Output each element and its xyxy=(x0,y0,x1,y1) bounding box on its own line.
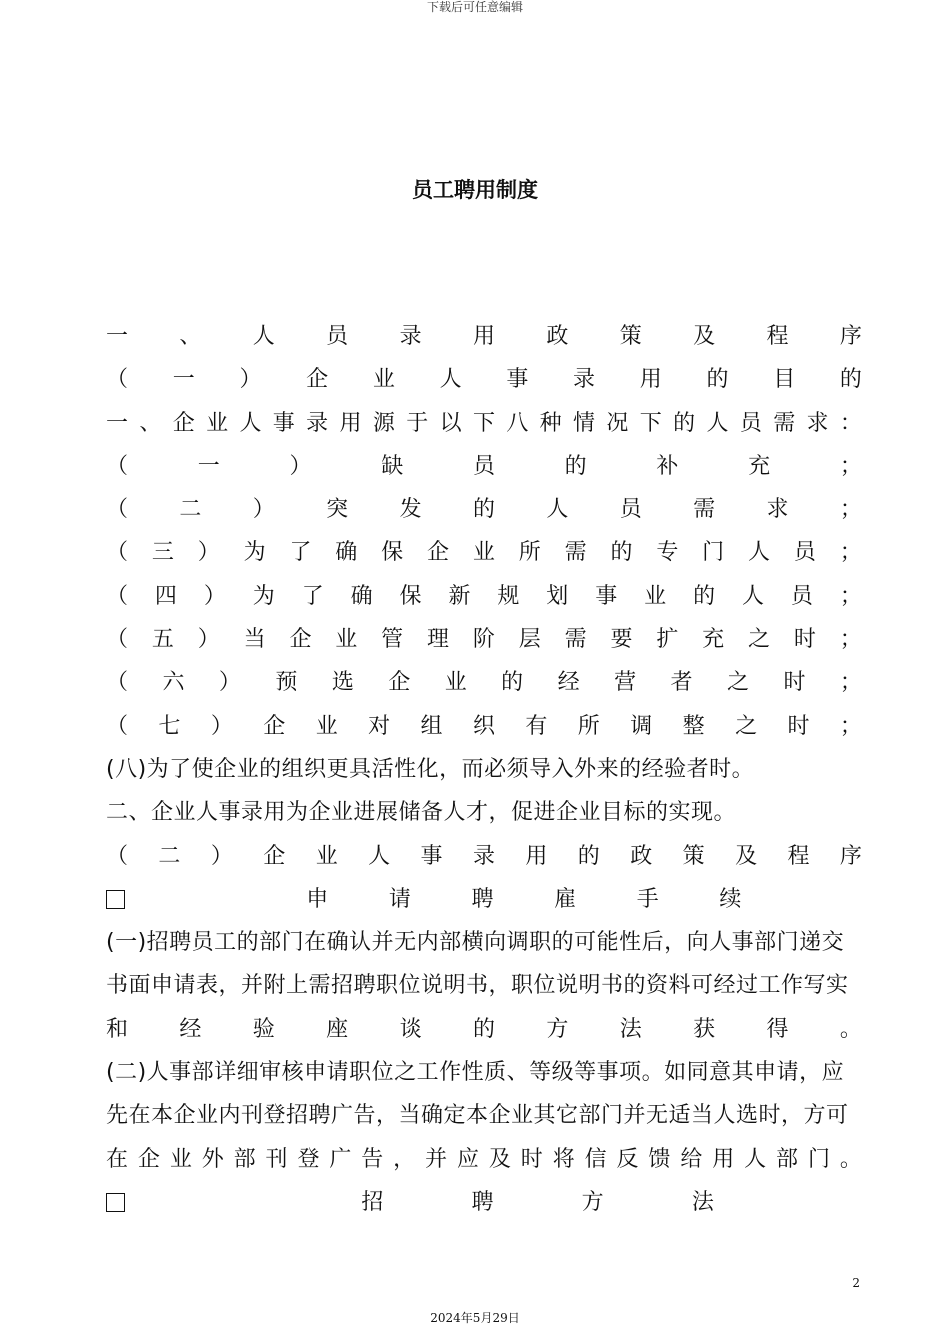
text-char: ） xyxy=(239,367,262,393)
text-char: 企 xyxy=(263,843,286,869)
text-char: 用 xyxy=(639,367,662,393)
text-char: 业 xyxy=(444,670,467,696)
text-char: 招 xyxy=(361,1189,384,1215)
text-char: （ xyxy=(106,453,129,479)
text-line xyxy=(106,878,862,921)
text-char: 扩 xyxy=(656,627,679,653)
text-line xyxy=(106,618,862,661)
text-char: 需 xyxy=(693,497,716,523)
text-char: 企 xyxy=(263,713,286,739)
text-char: 二 xyxy=(158,843,181,869)
text-char: 。 xyxy=(839,1146,862,1172)
text-char: ） xyxy=(210,843,233,869)
text-char: 有 xyxy=(525,713,548,739)
text-char: 之 xyxy=(748,627,771,653)
text-char: 充 xyxy=(702,627,725,653)
text-char: 预 xyxy=(275,670,298,696)
text-char: 员 xyxy=(619,497,642,523)
text-char: 了 xyxy=(289,540,312,566)
text-char: 及 xyxy=(735,843,758,869)
text-char: 策 xyxy=(682,843,705,869)
text-char: ； xyxy=(839,540,862,566)
text-char: ； xyxy=(839,453,862,479)
text-char: 员 xyxy=(472,453,495,479)
text-char: 门 xyxy=(702,540,725,566)
text-char: 业 xyxy=(169,1146,192,1172)
text-char: 求 xyxy=(766,497,789,523)
text-char: 之 xyxy=(726,670,749,696)
text-line xyxy=(106,835,862,878)
text-char: 一 xyxy=(106,324,129,349)
text-line xyxy=(106,1181,862,1224)
text-char: 反 xyxy=(616,1146,639,1172)
text-char: 业 xyxy=(644,583,667,609)
text-char: 经 xyxy=(557,670,580,696)
text-char: 广 xyxy=(329,1146,352,1172)
text-char: 阶 xyxy=(472,627,495,653)
text-char: ； xyxy=(839,497,862,523)
text-char: 三 xyxy=(151,540,174,566)
text-char: 人 xyxy=(546,497,569,523)
text-char: 、 xyxy=(139,410,162,436)
text-char: 聘 xyxy=(471,886,494,912)
text-line: 二、企业人事录用为企业进展储备人才，促进企业目标的实现。 xyxy=(106,800,737,826)
text-char: 方 xyxy=(546,1016,569,1042)
text-char: 为 xyxy=(243,540,266,566)
text-char: 了 xyxy=(301,583,324,609)
text-char: 所 xyxy=(577,713,600,739)
text-char: 织 xyxy=(472,713,495,739)
text-char: 、 xyxy=(179,324,202,349)
text-char: 者 xyxy=(670,670,693,696)
text-char: ： xyxy=(839,410,862,436)
text-char: 需 xyxy=(564,540,587,566)
text-char: 当 xyxy=(243,627,266,653)
text-char: 及 xyxy=(693,324,716,349)
text-char: 层 xyxy=(518,627,541,653)
text-char: 一 xyxy=(106,410,129,436)
checkbox-square-icon xyxy=(106,890,125,909)
text-char: 的 xyxy=(610,540,633,566)
text-char: 业 xyxy=(372,367,395,393)
text-char: 一 xyxy=(197,453,220,479)
document-body xyxy=(106,315,862,1224)
text-char: 七 xyxy=(158,713,181,739)
text-char: 调 xyxy=(630,713,653,739)
text-char: 时 xyxy=(520,1146,543,1172)
text-char: 录 xyxy=(472,843,495,869)
text-line xyxy=(106,488,862,531)
text-line: (八)为了使企业的组织更具活性化，而必须导入外来的经验者时。 xyxy=(106,756,755,782)
text-char: 发 xyxy=(399,497,422,523)
text-char: 整 xyxy=(682,713,705,739)
text-char: 事 xyxy=(272,410,295,436)
text-char: 企 xyxy=(137,1146,160,1172)
text-char: 政 xyxy=(546,324,569,349)
text-char: 保 xyxy=(399,583,422,609)
text-char: 企 xyxy=(427,540,450,566)
text-char: 和 xyxy=(106,1016,129,1042)
text-char: 企 xyxy=(172,410,195,436)
text-char: （ xyxy=(106,713,129,739)
text-char: 。 xyxy=(839,1016,862,1042)
text-char: ） xyxy=(289,453,312,479)
text-char: 划 xyxy=(546,583,569,609)
text-char: 部 xyxy=(776,1146,799,1172)
text-line xyxy=(106,1008,862,1051)
text-char: 的 xyxy=(501,670,524,696)
text-char: 馈 xyxy=(648,1146,671,1172)
text-char: 续 xyxy=(719,886,742,912)
text-char: 序 xyxy=(839,324,862,349)
text-char: 时 xyxy=(787,713,810,739)
text-char: （ xyxy=(106,583,129,609)
text-char: 法 xyxy=(619,1016,642,1042)
text-line: 先在本企业内刊登招聘广告，当确定本企业其它部门并无适当人选时，方可 xyxy=(106,1103,849,1129)
text-char: 人 xyxy=(741,583,764,609)
page-header-note: 下载后可任意编辑 xyxy=(426,0,523,14)
text-char: 获 xyxy=(693,1016,716,1042)
text-char: 业 xyxy=(472,540,495,566)
text-char: 确 xyxy=(335,540,358,566)
text-char: 组 xyxy=(420,713,443,739)
text-char: 确 xyxy=(350,583,373,609)
text-line: (一)招聘员工的部门在确认并无内部横向调职的可能性后，向人事部门递交 xyxy=(106,930,845,956)
text-char: 人 xyxy=(439,367,462,393)
text-char: ） xyxy=(197,627,220,653)
text-char: 的 xyxy=(693,583,716,609)
text-line xyxy=(106,445,862,488)
text-char: 源 xyxy=(372,410,395,436)
text-char: 谈 xyxy=(399,1016,422,1042)
text-char: 业 xyxy=(315,713,338,739)
text-char: 管 xyxy=(381,627,404,653)
text-char: 得 xyxy=(766,1016,789,1042)
text-char: 人 xyxy=(744,1146,767,1172)
text-char: 业 xyxy=(206,410,229,436)
text-char: 告 xyxy=(361,1146,384,1172)
text-char: 四 xyxy=(154,583,177,609)
text-char: 的 xyxy=(706,367,729,393)
text-char: （ xyxy=(106,670,129,696)
text-char: 需 xyxy=(773,410,796,436)
text-char: 缺 xyxy=(381,453,404,479)
text-char: ） xyxy=(218,670,241,696)
text-char: （ xyxy=(106,843,129,869)
text-char: （ xyxy=(106,367,129,393)
text-char: 之 xyxy=(735,713,758,739)
text-char: （ xyxy=(106,540,129,566)
text-char: 以 xyxy=(439,410,462,436)
text-char: 对 xyxy=(368,713,391,739)
text-char: 的 xyxy=(673,410,696,436)
text-char: 的 xyxy=(472,497,495,523)
text-char: 充 xyxy=(748,453,771,479)
text-char: 人 xyxy=(239,410,262,436)
text-char: 录 xyxy=(399,324,422,349)
text-char: 用 xyxy=(472,324,495,349)
text-char: 验 xyxy=(252,1016,275,1042)
text-char: 人 xyxy=(706,410,729,436)
text-char: ； xyxy=(839,713,862,739)
text-char: 企 xyxy=(306,367,329,393)
text-char: 刊 xyxy=(265,1146,288,1172)
text-char: 部 xyxy=(233,1146,256,1172)
text-char: 应 xyxy=(456,1146,479,1172)
text-char: 下 xyxy=(639,410,662,436)
text-char: 用 xyxy=(339,410,362,436)
text-char: 门 xyxy=(807,1146,830,1172)
footer-date: 2024年5月29日 xyxy=(430,1311,520,1325)
text-char: 法 xyxy=(691,1189,714,1215)
text-char: （ xyxy=(106,627,129,653)
text-char: 八 xyxy=(506,410,529,436)
text-char: 请 xyxy=(388,886,411,912)
text-char: 及 xyxy=(488,1146,511,1172)
text-char: 的 xyxy=(839,367,862,393)
text-char: 企 xyxy=(289,627,312,653)
text-char: 事 xyxy=(506,367,529,393)
text-char: 录 xyxy=(306,410,329,436)
text-char: 六 xyxy=(162,670,185,696)
text-char: 用 xyxy=(712,1146,735,1172)
text-char: 二 xyxy=(179,497,202,523)
text-line xyxy=(106,705,862,748)
text-char: 登 xyxy=(297,1146,320,1172)
text-char: 为 xyxy=(252,583,275,609)
text-char: 情 xyxy=(573,410,596,436)
text-char: 事 xyxy=(595,583,618,609)
text-char: 程 xyxy=(766,324,789,349)
page-number: 2 xyxy=(852,1276,860,1290)
text-char: 员 xyxy=(790,583,813,609)
text-char: 政 xyxy=(630,843,653,869)
text-char: 用 xyxy=(525,843,548,869)
text-char: 手 xyxy=(636,886,659,912)
checkbox-square-icon xyxy=(106,1193,125,1212)
text-line: 书面申请表，并附上需招聘职位说明书，职位说明书的资料可经过工作写实 xyxy=(106,973,849,999)
text-char: 人 xyxy=(368,843,391,869)
text-char: 的 xyxy=(564,453,587,479)
text-char: 业 xyxy=(315,843,338,869)
text-char: ； xyxy=(839,670,862,696)
text-char: 座 xyxy=(326,1016,349,1042)
text-char: 下 xyxy=(472,410,495,436)
text-char: 雇 xyxy=(554,886,577,912)
text-char: 事 xyxy=(420,843,443,869)
text-char: 给 xyxy=(680,1146,703,1172)
text-char: 员 xyxy=(793,540,816,566)
text-char: 申 xyxy=(306,886,329,912)
text-char: 一 xyxy=(172,367,195,393)
text-char: 理 xyxy=(427,627,450,653)
text-char: 五 xyxy=(151,627,174,653)
text-char: 人 xyxy=(252,324,275,349)
text-char: 企 xyxy=(388,670,411,696)
text-char: 将 xyxy=(552,1146,575,1172)
text-char: ） xyxy=(203,583,226,609)
text-char: 突 xyxy=(326,497,349,523)
text-char: ； xyxy=(839,583,862,609)
text-char: 需 xyxy=(564,627,587,653)
text-char: 保 xyxy=(381,540,404,566)
text-char: 况 xyxy=(606,410,629,436)
text-line xyxy=(106,531,862,574)
text-char: ） xyxy=(252,497,275,523)
text-line xyxy=(106,402,862,445)
text-char: 录 xyxy=(573,367,596,393)
text-line xyxy=(106,1138,862,1181)
text-char: 选 xyxy=(331,670,354,696)
text-char: 程 xyxy=(787,843,810,869)
text-char: 种 xyxy=(539,410,562,436)
text-char: 规 xyxy=(497,583,520,609)
text-line: (二)人事部详细审核申请职位之工作性质、等级等事项。如同意其申请，应 xyxy=(106,1060,845,1086)
text-char: 专 xyxy=(656,540,679,566)
text-char: （ xyxy=(106,497,129,523)
text-char: 聘 xyxy=(471,1189,494,1215)
text-char: 序 xyxy=(839,843,862,869)
text-char: 营 xyxy=(614,670,637,696)
text-line xyxy=(106,575,862,618)
text-char: 时 xyxy=(793,627,816,653)
text-char: 外 xyxy=(201,1146,224,1172)
text-char: 信 xyxy=(584,1146,607,1172)
text-char: ； xyxy=(839,627,862,653)
text-char: 目 xyxy=(773,367,796,393)
text-char: 员 xyxy=(739,410,762,436)
document-title: 员工聘用制度 xyxy=(412,178,538,202)
text-char: ） xyxy=(197,540,220,566)
text-char: 补 xyxy=(656,453,679,479)
text-line xyxy=(106,661,862,704)
text-char: 策 xyxy=(619,324,642,349)
text-char: 所 xyxy=(518,540,541,566)
text-char: 新 xyxy=(448,583,471,609)
text-line xyxy=(106,315,862,358)
text-char: ， xyxy=(393,1146,416,1172)
text-char: 经 xyxy=(179,1016,202,1042)
text-char: 的 xyxy=(472,1016,495,1042)
text-char: 时 xyxy=(783,670,806,696)
text-char: 要 xyxy=(610,627,633,653)
text-char: 于 xyxy=(406,410,429,436)
text-line xyxy=(106,358,862,401)
text-char: 求 xyxy=(806,410,829,436)
text-char: 在 xyxy=(106,1146,129,1172)
text-char: 的 xyxy=(577,843,600,869)
text-char: ） xyxy=(210,713,233,739)
text-char: 业 xyxy=(335,627,358,653)
text-char: 方 xyxy=(581,1189,604,1215)
text-char: 并 xyxy=(425,1146,448,1172)
text-char: 员 xyxy=(326,324,349,349)
text-char: 人 xyxy=(748,540,771,566)
